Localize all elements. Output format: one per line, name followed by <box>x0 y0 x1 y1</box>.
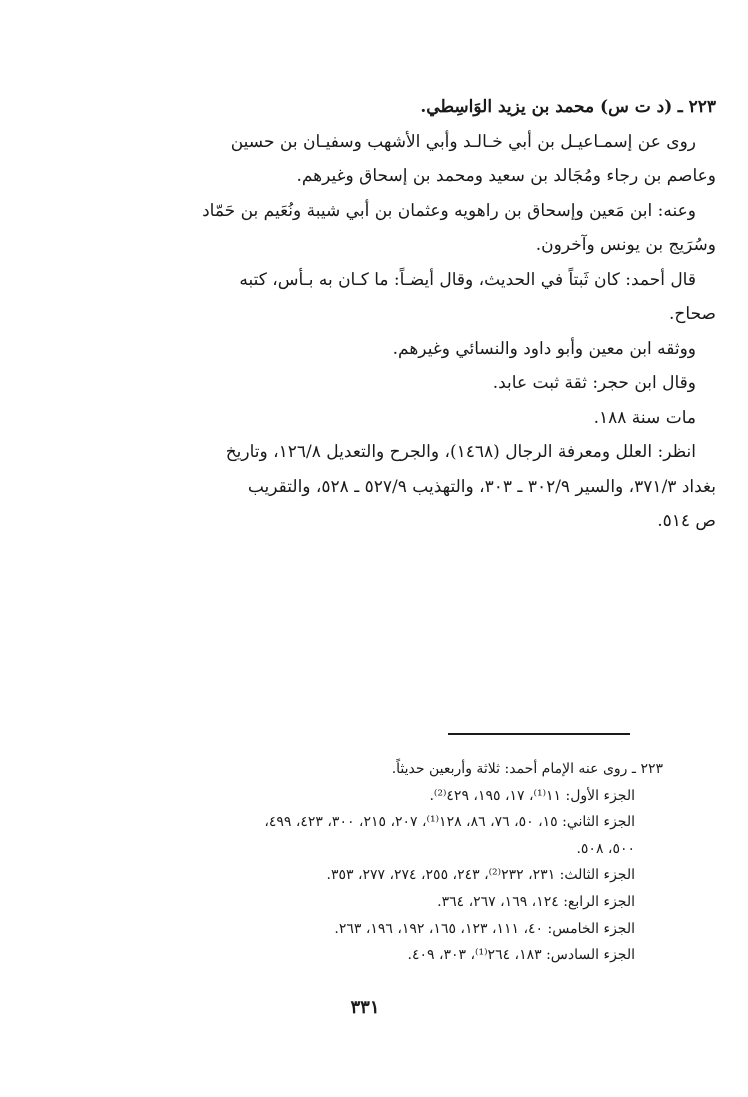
footnote-part-2-line-2: ٥٠٠، ٥٠٨. <box>576 840 635 857</box>
entry-number: ٢٢٣ ـ <box>677 97 716 117</box>
references-line-2: بغداد ٣٧١/٣، والسير ٣٠٢/٩ ـ ٣٠٣، والتهذيب ٥٢٧/٩ ـ ٥٢٨، والتقريب <box>247 476 716 497</box>
footnote-part-5: الجزء الخامس: ٤٠، ١١١، ١٢٣، ١٦٥، ١٩٢، ١٩٦، ٢٦٣. <box>334 920 635 937</box>
entry-heading <box>26 90 716 125</box>
footnote-intro: ٢٢٣ ـ روى عنه الإمام أحمد: ثلاثة وأربعين حديثاً. <box>391 761 663 777</box>
ahmad-opinion-line-1: قال أحمد: كان ثَبتاً في الحديث، وقال أيضـاً: ما كـان به بـأس، كتبه <box>239 269 696 290</box>
death-line: مات سنة ١٨٨. <box>593 407 696 428</box>
tawthiq-line: ووثقه ابن معين وأبو داود والنسائي وغيرهم. <box>392 338 696 359</box>
footnote-part-4: الجزء الرابع: ١٢٤، ١٦٩، ٢٦٧، ٣٦٤. <box>437 893 635 910</box>
ahmad-opinion-line-2: صحاح. <box>669 304 716 324</box>
footnote-part-2-line-1: الجزء الثاني: ١٥، ٥٠، ٧٦، ٨٦، ١٢٨⁽¹⁾، ٢٠٧، ٢١٥، ٣٠٠، ٤٢٣، ٤٩٩، <box>264 814 635 831</box>
biography-entry <box>26 90 716 539</box>
ibn-hajar-line: وقال ابن حجر: ثقة ثبت عابد. <box>492 373 696 393</box>
footnote-part-6: الجزء السادس: ١٨٣، ٢٦٤⁽¹⁾، ٣٠٣، ٤٠٩. <box>407 947 635 964</box>
students-line-1: وعنه: ابن مَعين وإسحاق بن راهويه وعثمان بن أبي شيبة ونُعَيم بن حَمّاد <box>202 200 696 221</box>
references-line-1: انظر: العلل ومعرفة الرجال (١٤٦٨)، والجرح والتعديل ١٢٦/٨، وتاريخ <box>225 442 696 462</box>
footnote-part-3: الجزء الثالث: ٢٣١، ٢٣٢⁽²⁾، ٢٤٣، ٢٥٥، ٢٧٤، ٢٧٧، ٣٥٣. <box>326 867 635 884</box>
footnotes <box>53 756 663 969</box>
page-number: ٣٣١ <box>350 997 380 1018</box>
teachers-line-2: وعاصم بن رجاء ومُجَالد بن سعيد ومحمد بن إسحاق وغيرهم. <box>296 166 716 186</box>
students-line-2: وسُرَيج بن يونس وآخرون. <box>535 235 716 255</box>
footnote-divider <box>448 733 630 735</box>
entry-header: (د ت س) محمد بن يزيد الوَاسِطي. <box>420 97 673 117</box>
footnote-part-1: الجزء الأول: ١١⁽¹⁾، ١٧، ١٩٥، ٤٢٩⁽²⁾. <box>429 787 635 804</box>
references-line-3: ص ٥١٤. <box>657 511 716 531</box>
teachers-line-1: روى عن إسمـاعيـل بن أبي خـالـد وأبي الأشهب وسفيـان بن حسين <box>230 131 696 152</box>
